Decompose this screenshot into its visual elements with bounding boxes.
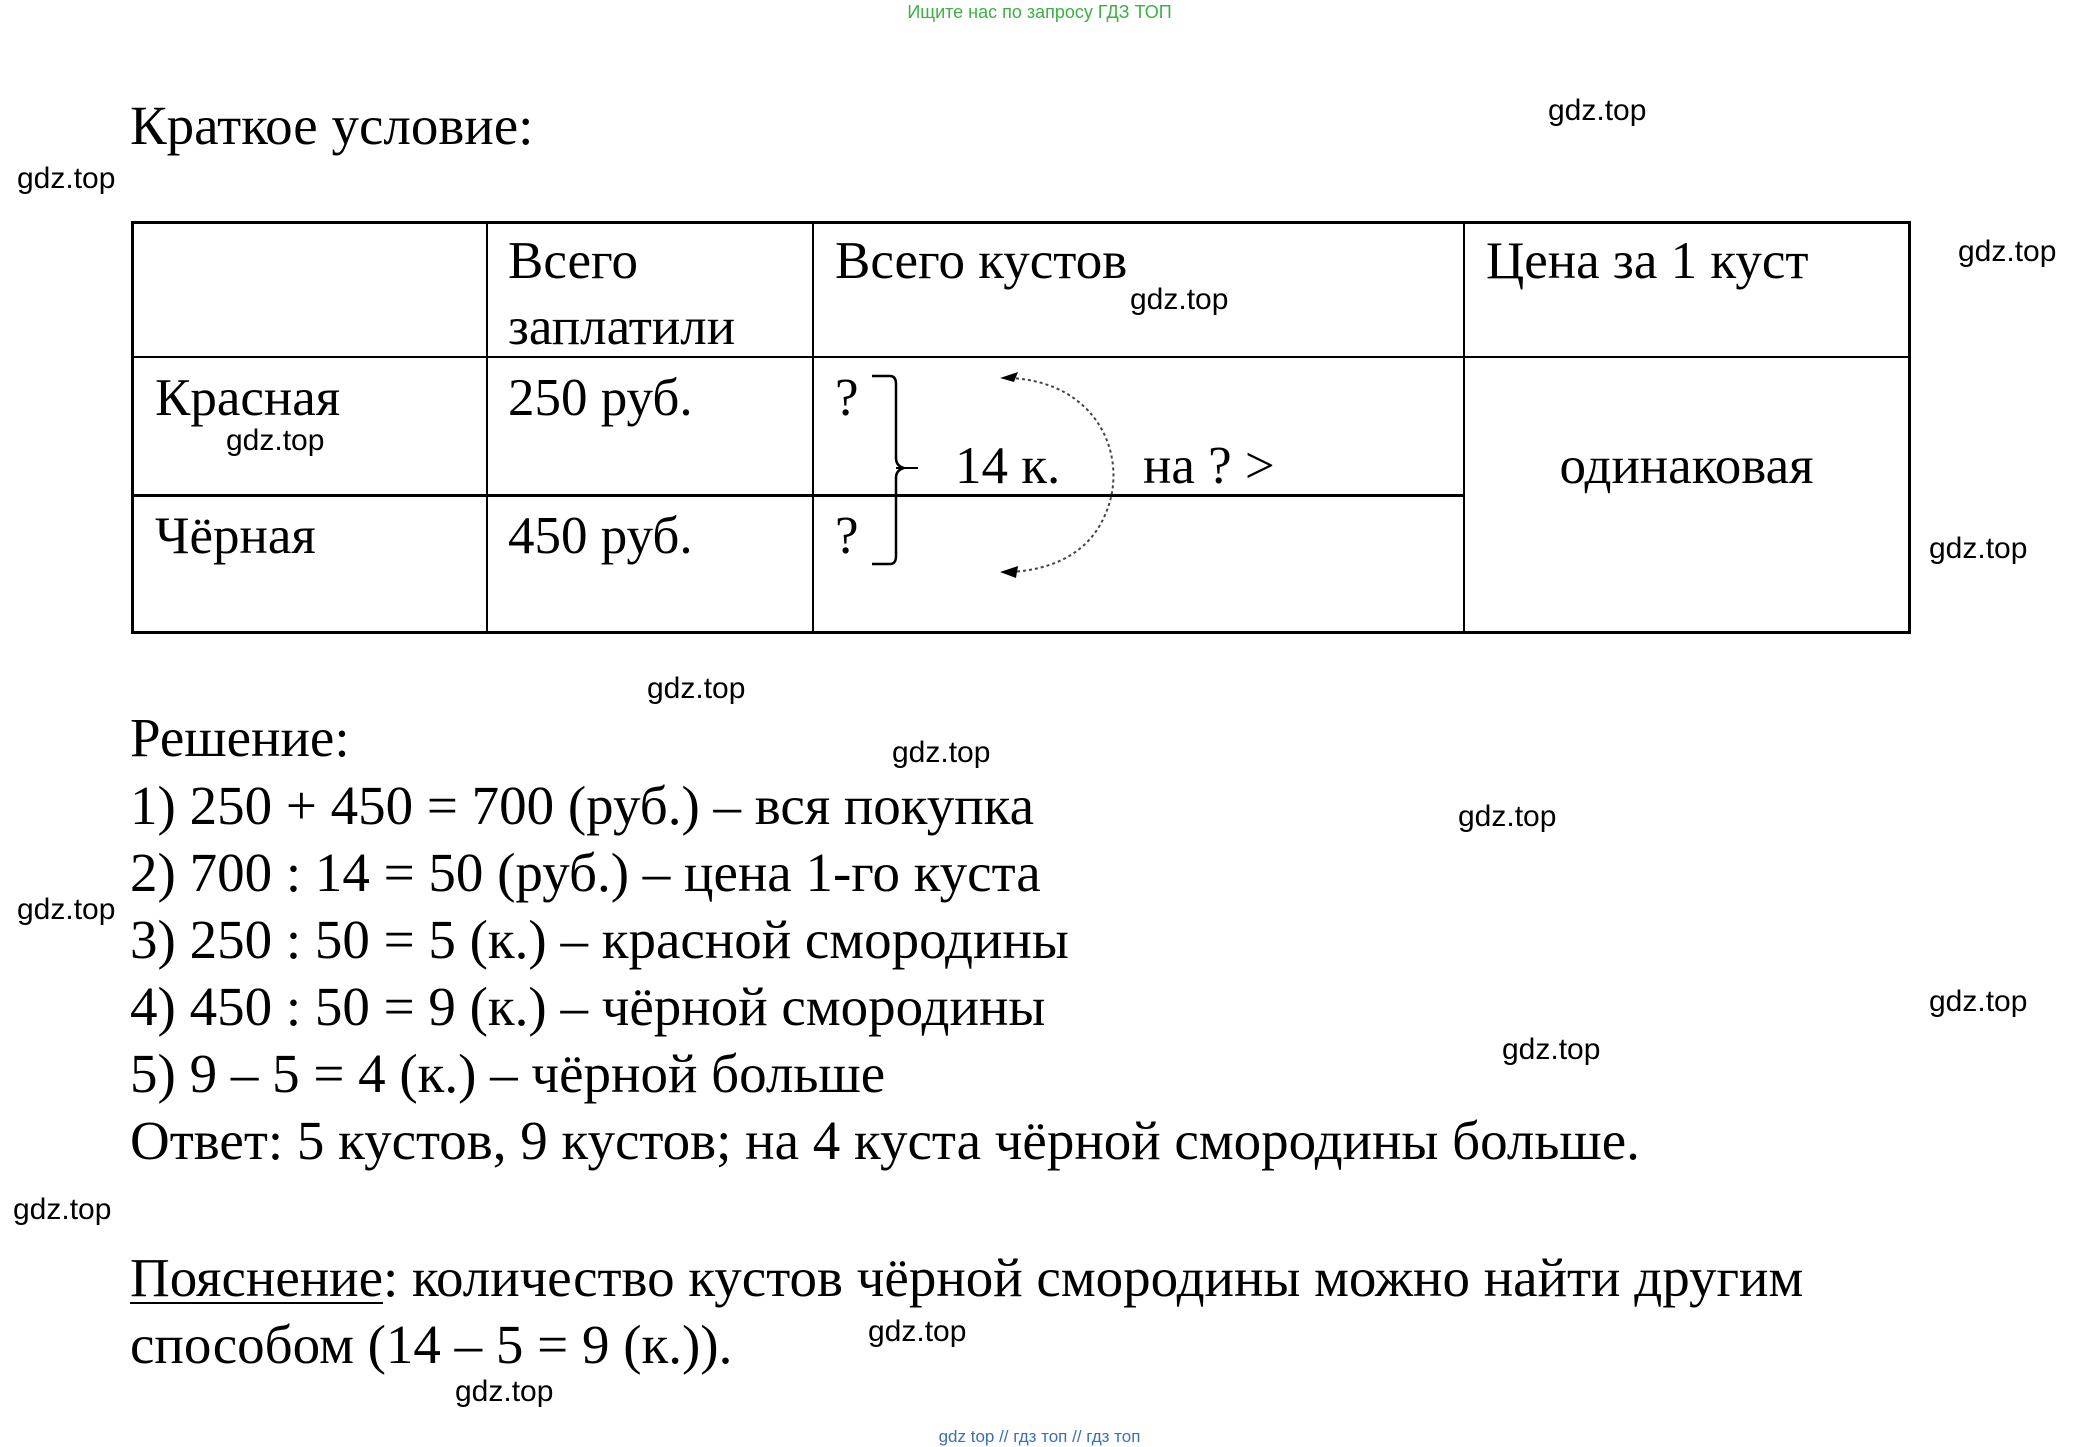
header-price: Цена за 1 куст: [1486, 232, 1809, 290]
table-col-divider-2: [812, 221, 814, 634]
table-col-divider-3: [1463, 221, 1465, 634]
arrow-head-bottom: [1000, 566, 1018, 578]
total-bushes-label: 14 к.: [955, 437, 1061, 495]
watermark: gdz.top: [1458, 800, 1557, 833]
footer-banner: gdz top // гдз топ // гдз топ: [938, 1427, 1141, 1446]
solution-step-4: 4) 450 : 50 = 9 (к.) – чёрной смородины: [130, 976, 1046, 1037]
header-bushes: Всего кустов: [835, 232, 1128, 290]
header-paid-line1: Всего: [508, 232, 638, 290]
table-top-border: [131, 221, 1911, 224]
row-black-bushes: ?: [835, 507, 859, 565]
curly-brace: [872, 376, 904, 564]
solution-step-3: 3) 250 : 50 = 5 (к.) – красной смородины: [130, 909, 1069, 970]
explanation-line-1: [130, 1247, 1804, 1308]
table-header-divider: [131, 356, 1911, 358]
watermark: gdz.top: [1548, 94, 1647, 127]
watermark: gdz.top: [17, 893, 116, 926]
watermark: gdz.top: [1929, 985, 2028, 1018]
explanation-text-1: : количество кустов чёрной смородины можно найти другим: [383, 1247, 1804, 1308]
difference-label: на ? >: [1143, 437, 1275, 495]
price-value: одинаковая: [1559, 437, 1814, 495]
table-right-border: [1908, 221, 1911, 634]
row-red-paid: 250 руб.: [508, 369, 693, 427]
solution-step-5: 5) 9 – 5 = 4 (к.) – чёрной больше: [130, 1043, 886, 1104]
row-red-name: Красная: [155, 369, 341, 427]
row-black-paid: 450 руб.: [508, 507, 693, 565]
watermark: gdz.top: [226, 424, 325, 457]
table-col-divider-1: [486, 221, 488, 634]
row-red-bushes: ?: [835, 369, 859, 427]
watermark: gdz.top: [892, 736, 991, 769]
watermark: gdz.top: [1502, 1033, 1601, 1066]
table-left-border: [131, 221, 134, 634]
watermark: gdz.top: [1929, 532, 2028, 565]
short-condition-title: Краткое условие:: [130, 95, 534, 156]
watermark: gdz.top: [1958, 235, 2057, 268]
watermark: gdz.top: [647, 672, 746, 705]
explanation-label: Пояснение: [130, 1247, 384, 1308]
explanation-line-2: способом (14 – 5 = 9 (к.)).: [130, 1314, 733, 1375]
watermark: gdz.top: [455, 1375, 554, 1408]
answer-line: Ответ: 5 кустов, 9 кустов; на 4 куста чёрной смородины больше.: [130, 1110, 1640, 1171]
top-banner: Ищите нас по запросу ГДЗ ТОП: [907, 2, 1172, 22]
watermark: gdz.top: [1130, 283, 1229, 316]
row-black-name: Чёрная: [155, 507, 316, 565]
solution-step-2: 2) 700 : 14 = 50 (руб.) – цена 1-го куста: [130, 842, 1041, 903]
solution-title: Решение:: [130, 707, 350, 768]
watermark: gdz.top: [13, 1193, 112, 1226]
watermark: gdz.top: [17, 162, 116, 195]
solution-step-1: 1) 250 + 450 = 700 (руб.) – вся покупка: [130, 775, 1034, 836]
header-paid: [508, 228, 735, 361]
watermark: gdz.top: [868, 1315, 967, 1348]
arrow-head-top: [1000, 372, 1018, 382]
table-bottom-border: [131, 631, 1911, 634]
header-paid-line2: заплатили: [508, 298, 736, 357]
